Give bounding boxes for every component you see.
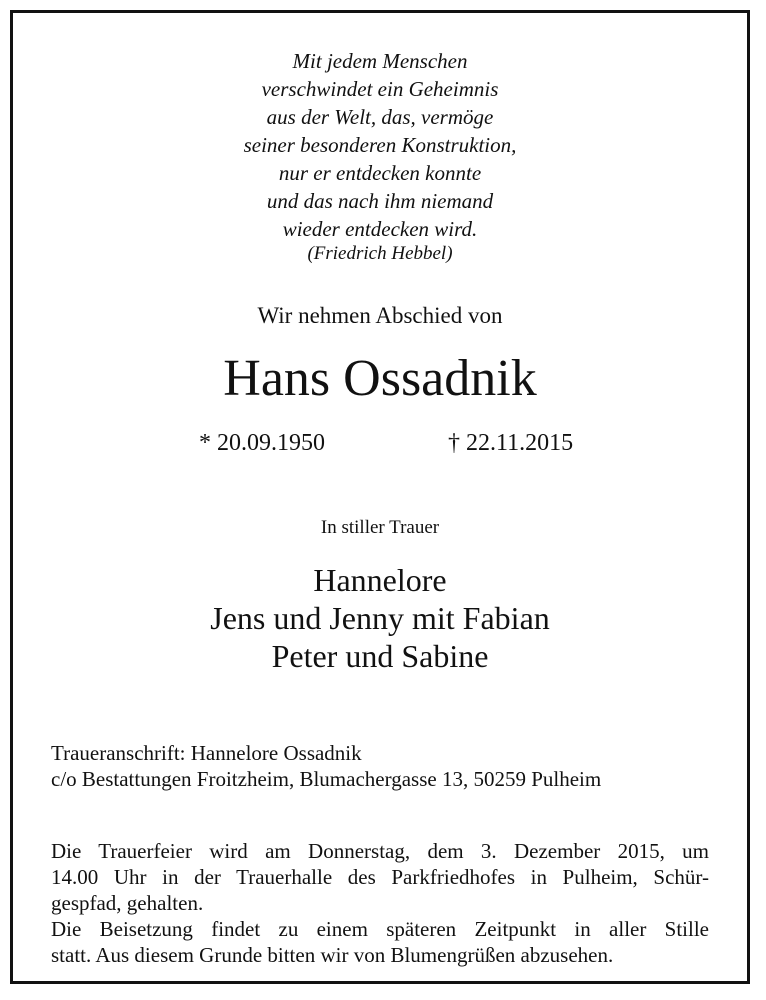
ceremony-line: Die Beisetzung findet zu einem späteren Zeitpunkt in aller Stille <box>51 917 709 941</box>
ceremony-line: statt. Aus diesem Grunde bitten wir von Blumengrüßen abzusehen. <box>51 943 614 967</box>
quote-block <box>13 47 747 243</box>
address-line: c/o Bestattungen Froitzheim, Blumachergasse 13, 50259 Pulheim <box>51 767 602 791</box>
mourner-name: Peter und Sabine <box>271 638 489 674</box>
quote-line: wieder entdecken wird. <box>282 217 478 241</box>
life-dates <box>13 427 747 459</box>
address-line: Traueranschrift: Hannelore Ossadnik <box>51 741 362 765</box>
ceremony-info <box>51 838 709 968</box>
mourners-list <box>13 561 747 675</box>
quote-line: seiner besonderen Konstruktion, <box>243 133 517 157</box>
ceremony-line: Die Trauerfeier wird am Donnerstag, dem 3. Dezember 2015, um <box>51 839 709 863</box>
deceased-name: Hans Ossadnik <box>223 350 537 407</box>
farewell-intro: Wir nehmen Abschied von <box>257 303 503 328</box>
quote-line: aus der Welt, das, vermöge <box>266 105 494 129</box>
quote-line: verschwindet ein Geheimnis <box>261 77 499 101</box>
ceremony-line: gespfad, gehalten. <box>51 891 204 915</box>
mourning-label: In stiller Trauer <box>320 517 440 538</box>
mourning-address <box>51 740 709 792</box>
quote-line: und das nach ihm niemand <box>266 189 494 213</box>
birth-date: * 20.09.1950 <box>199 430 325 456</box>
obituary-frame <box>10 10 750 984</box>
ceremony-line: 14.00 Uhr in der Trauerhalle des Parkfriedhofes in Pulheim, Schür- <box>51 865 709 889</box>
quote-line: nur er entdecken konnte <box>278 161 482 185</box>
quote-line: Mit jedem Menschen <box>292 49 468 73</box>
mourner-name: Hannelore <box>313 562 447 598</box>
mourner-name: Jens und Jenny mit Fabian <box>210 600 550 636</box>
quote-author: (Friedrich Hebbel) <box>307 243 453 264</box>
death-date: † 22.11.2015 <box>448 430 574 456</box>
